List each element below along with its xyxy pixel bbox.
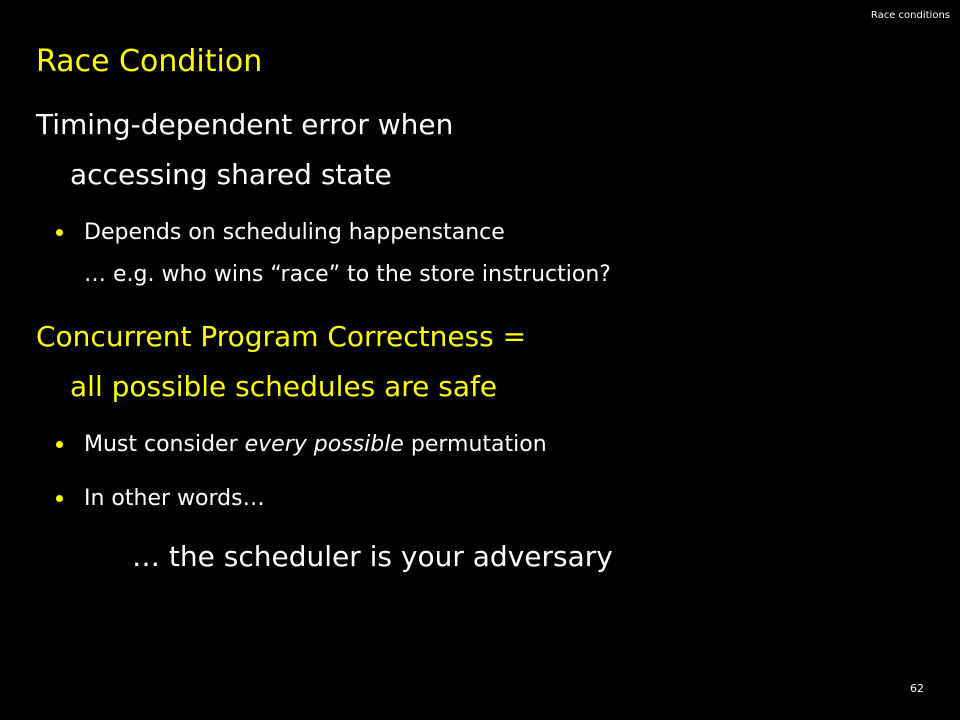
heading-correctness-line2: all possible schedules are safe — [70, 370, 498, 403]
heading-race-condition: Race Condition — [36, 44, 263, 79]
point-timing-line1: Timing-dependent error when — [36, 108, 454, 141]
point-timing-line2: accessing shared state — [70, 158, 392, 191]
heading-correctness-line1: Concurrent Program Correctness = — [36, 320, 527, 353]
conclusion-adversary: … the scheduler is your adversary — [132, 540, 613, 573]
slide-number: 62 — [910, 682, 924, 695]
bullet-other-words: In other words… — [84, 486, 265, 511]
header-tag: Race conditions — [870, 10, 950, 21]
bullet-must-consider-before: Must consider — [84, 432, 245, 457]
bullet-dot-icon — [56, 229, 63, 236]
bullet-dot-icon — [56, 441, 63, 448]
bullet-must-consider-emphasis: every possible — [244, 432, 404, 457]
bullet-dot-icon — [56, 495, 63, 502]
bullet-must-consider-after: permutation — [403, 432, 547, 457]
bullet-must-consider — [84, 432, 547, 457]
bullet-depends-line1: Depends on scheduling happenstance — [84, 220, 505, 245]
bullet-depends-line2: … e.g. who wins “race” to the store instruction? — [84, 262, 611, 287]
